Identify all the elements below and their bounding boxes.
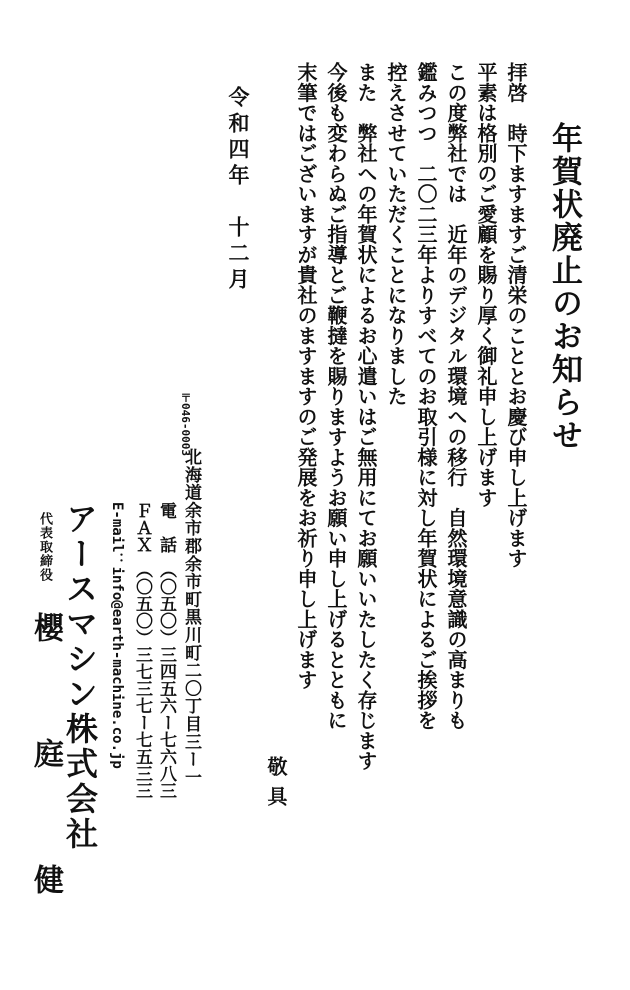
body-line-6: また 弊社への年賀状によるお心遣いはご無用にてお願いいたしたく存じます <box>354 62 378 771</box>
notice-title: 年賀状廃止のお知らせ <box>546 122 582 452</box>
fax-line <box>133 502 150 799</box>
representative-title: 代表取締役 <box>37 512 52 582</box>
body-line-4: 鑑みつつ 二〇二三年よりすべてのお取引様に対し年賀状によるご挨拶を <box>414 62 438 731</box>
email-address: E-mail：info@earth-machine.co.jp <box>109 502 125 769</box>
phone-label: 電 話 <box>156 502 176 553</box>
representative-name: 櫻庭健 <box>28 612 63 990</box>
body-line-3: この度弊社では 近年のデジタル環境への移行 自然環境意識の高まりも <box>444 62 468 731</box>
issue-date: 令和四年 十二月 <box>226 86 251 294</box>
body-line-8: 末筆ではございますが貴社のますますのご発展をお祈り申し上げます <box>294 62 318 690</box>
body-line-2: 平素は格別のご愛顧を賜り厚く御礼申し上げます <box>474 62 498 508</box>
postal-code: 〒046-0003 <box>179 392 192 456</box>
fax-number: （〇五〇）三七三七ー七五三三 <box>132 561 152 799</box>
phone-number: （〇五〇）三四五六ー七六八三 <box>156 561 176 799</box>
closing-phrase: 敬具 <box>264 756 288 816</box>
company-name: アースマシン株式会社 <box>61 502 99 852</box>
body-line-5: 控えさせていただくことになりました <box>384 62 408 407</box>
fax-label: ＦＡＸ <box>132 502 152 553</box>
body-line-1: 拝啓 時下ますますご清栄のこととお慶び申し上げます <box>504 62 528 569</box>
sender-address: 北海道余市郡余市町黒川町二〇丁目三ー一 <box>181 448 201 787</box>
phone-line <box>157 502 174 799</box>
body-line-7: 今後も変わらぬご指導とご鞭撻を賜りますようお願い申し上げるとともに <box>324 62 348 731</box>
